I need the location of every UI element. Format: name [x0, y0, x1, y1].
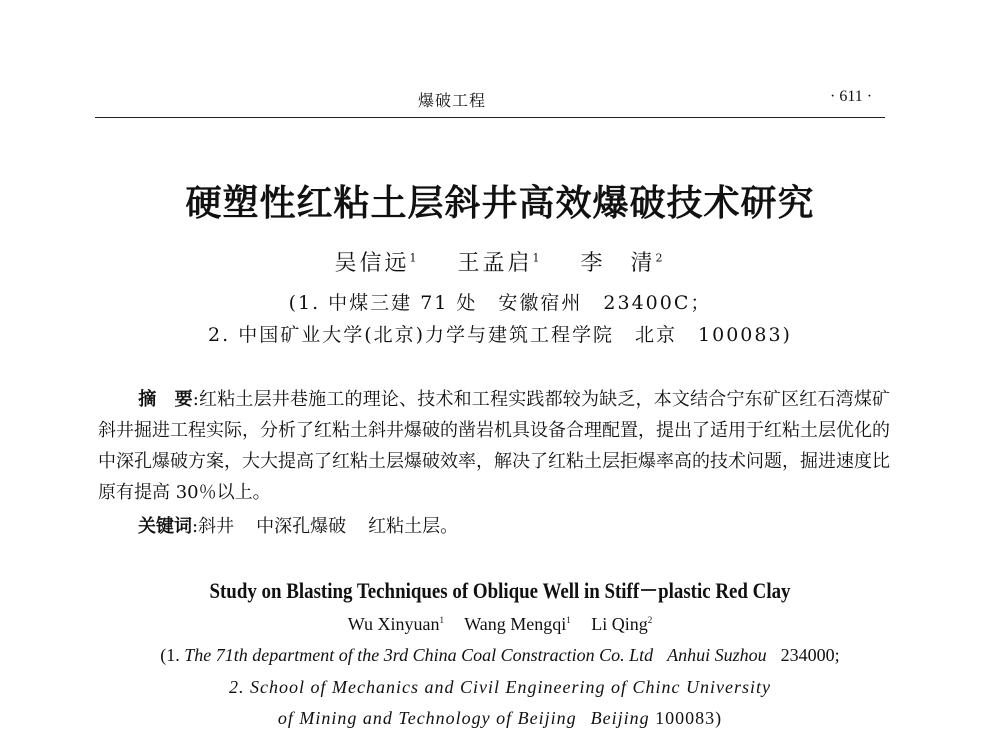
aff-postcode: 100083) — [655, 708, 723, 728]
keyword: :斜井 — [192, 516, 235, 537]
aff-city: Beijing — [590, 708, 650, 728]
english-author-name: Wang Mengqi — [464, 614, 567, 634]
abstract-text: :红粘土层井巷施工的理论、技术和工程实践都较为缺乏，本文结合宁东矿区红石湾煤矿斜井掘进工程实际，分析了红粘土斜井爆破的凿岩机具设备合理配置，提出了适用于红粘土层优化的中深孔爆破方案，大大提高了红粘土层爆破效率，解决了红粘土层拒爆率高的技术问题，掘进速度比原有提高 30％以上。 — [98, 389, 891, 503]
affiliation-mark: 1 — [439, 615, 445, 625]
keywords-label: 关键词 — [138, 516, 192, 537]
aff-organization: of Mining and Technology of Beijing — [277, 708, 577, 728]
english-affiliation-line — [0, 708, 1000, 729]
affiliation-mark: 1 — [532, 251, 543, 265]
author-name: 李 清 — [580, 251, 656, 276]
affiliation-mark: 2 — [647, 615, 653, 625]
affiliation-mark: 2 — [655, 251, 666, 265]
aff-city: Anhui Suzhou — [667, 645, 767, 665]
abstract-label: 摘 要 — [138, 389, 193, 410]
keyword: 中深孔爆破 — [256, 516, 347, 537]
affiliation-line: (1. 中煤三建 71 处 安徽宿州 23400C； — [288, 292, 712, 314]
author-list — [0, 246, 1000, 277]
affiliation-mark: 1 — [409, 251, 420, 265]
author-name: 吴信远 — [334, 251, 410, 276]
header-rule — [95, 117, 885, 118]
affiliation-mark: 1 — [566, 615, 571, 625]
english-affiliation-line — [0, 645, 1000, 666]
english-author-name: Wu Xinyuan — [347, 614, 440, 634]
aff-postcode: 234000; — [780, 645, 840, 665]
english-author-list — [0, 614, 1000, 635]
author-name: 王孟启 — [457, 251, 533, 276]
keywords — [138, 512, 458, 538]
keyword: 红粘土层。 — [368, 516, 459, 537]
abstract — [98, 384, 890, 508]
english-author-name: Li Qing — [591, 614, 648, 634]
english-affiliation-line: 2. School of Mechanics and Civil Engineering of Chinc University — [229, 677, 771, 697]
affiliation-line: 2. 中国矿业大学(北京)力学与建筑工程学院 北京 100083) — [208, 324, 792, 346]
aff-organization: The 71th department of the 3rd China Coal Constraction Co. Ltd — [184, 645, 654, 665]
paper-title: 硬塑性红粘土层斜井高效爆破技术研究 — [185, 183, 815, 224]
page-number: · 611 · — [830, 88, 873, 105]
aff-prefix: (1. — [160, 645, 185, 665]
english-title: Study on Blasting Techniques of Oblique Well in Stiff－plastic Red Clay — [209, 578, 791, 603]
journal-name: 爆破工程 — [418, 91, 487, 110]
